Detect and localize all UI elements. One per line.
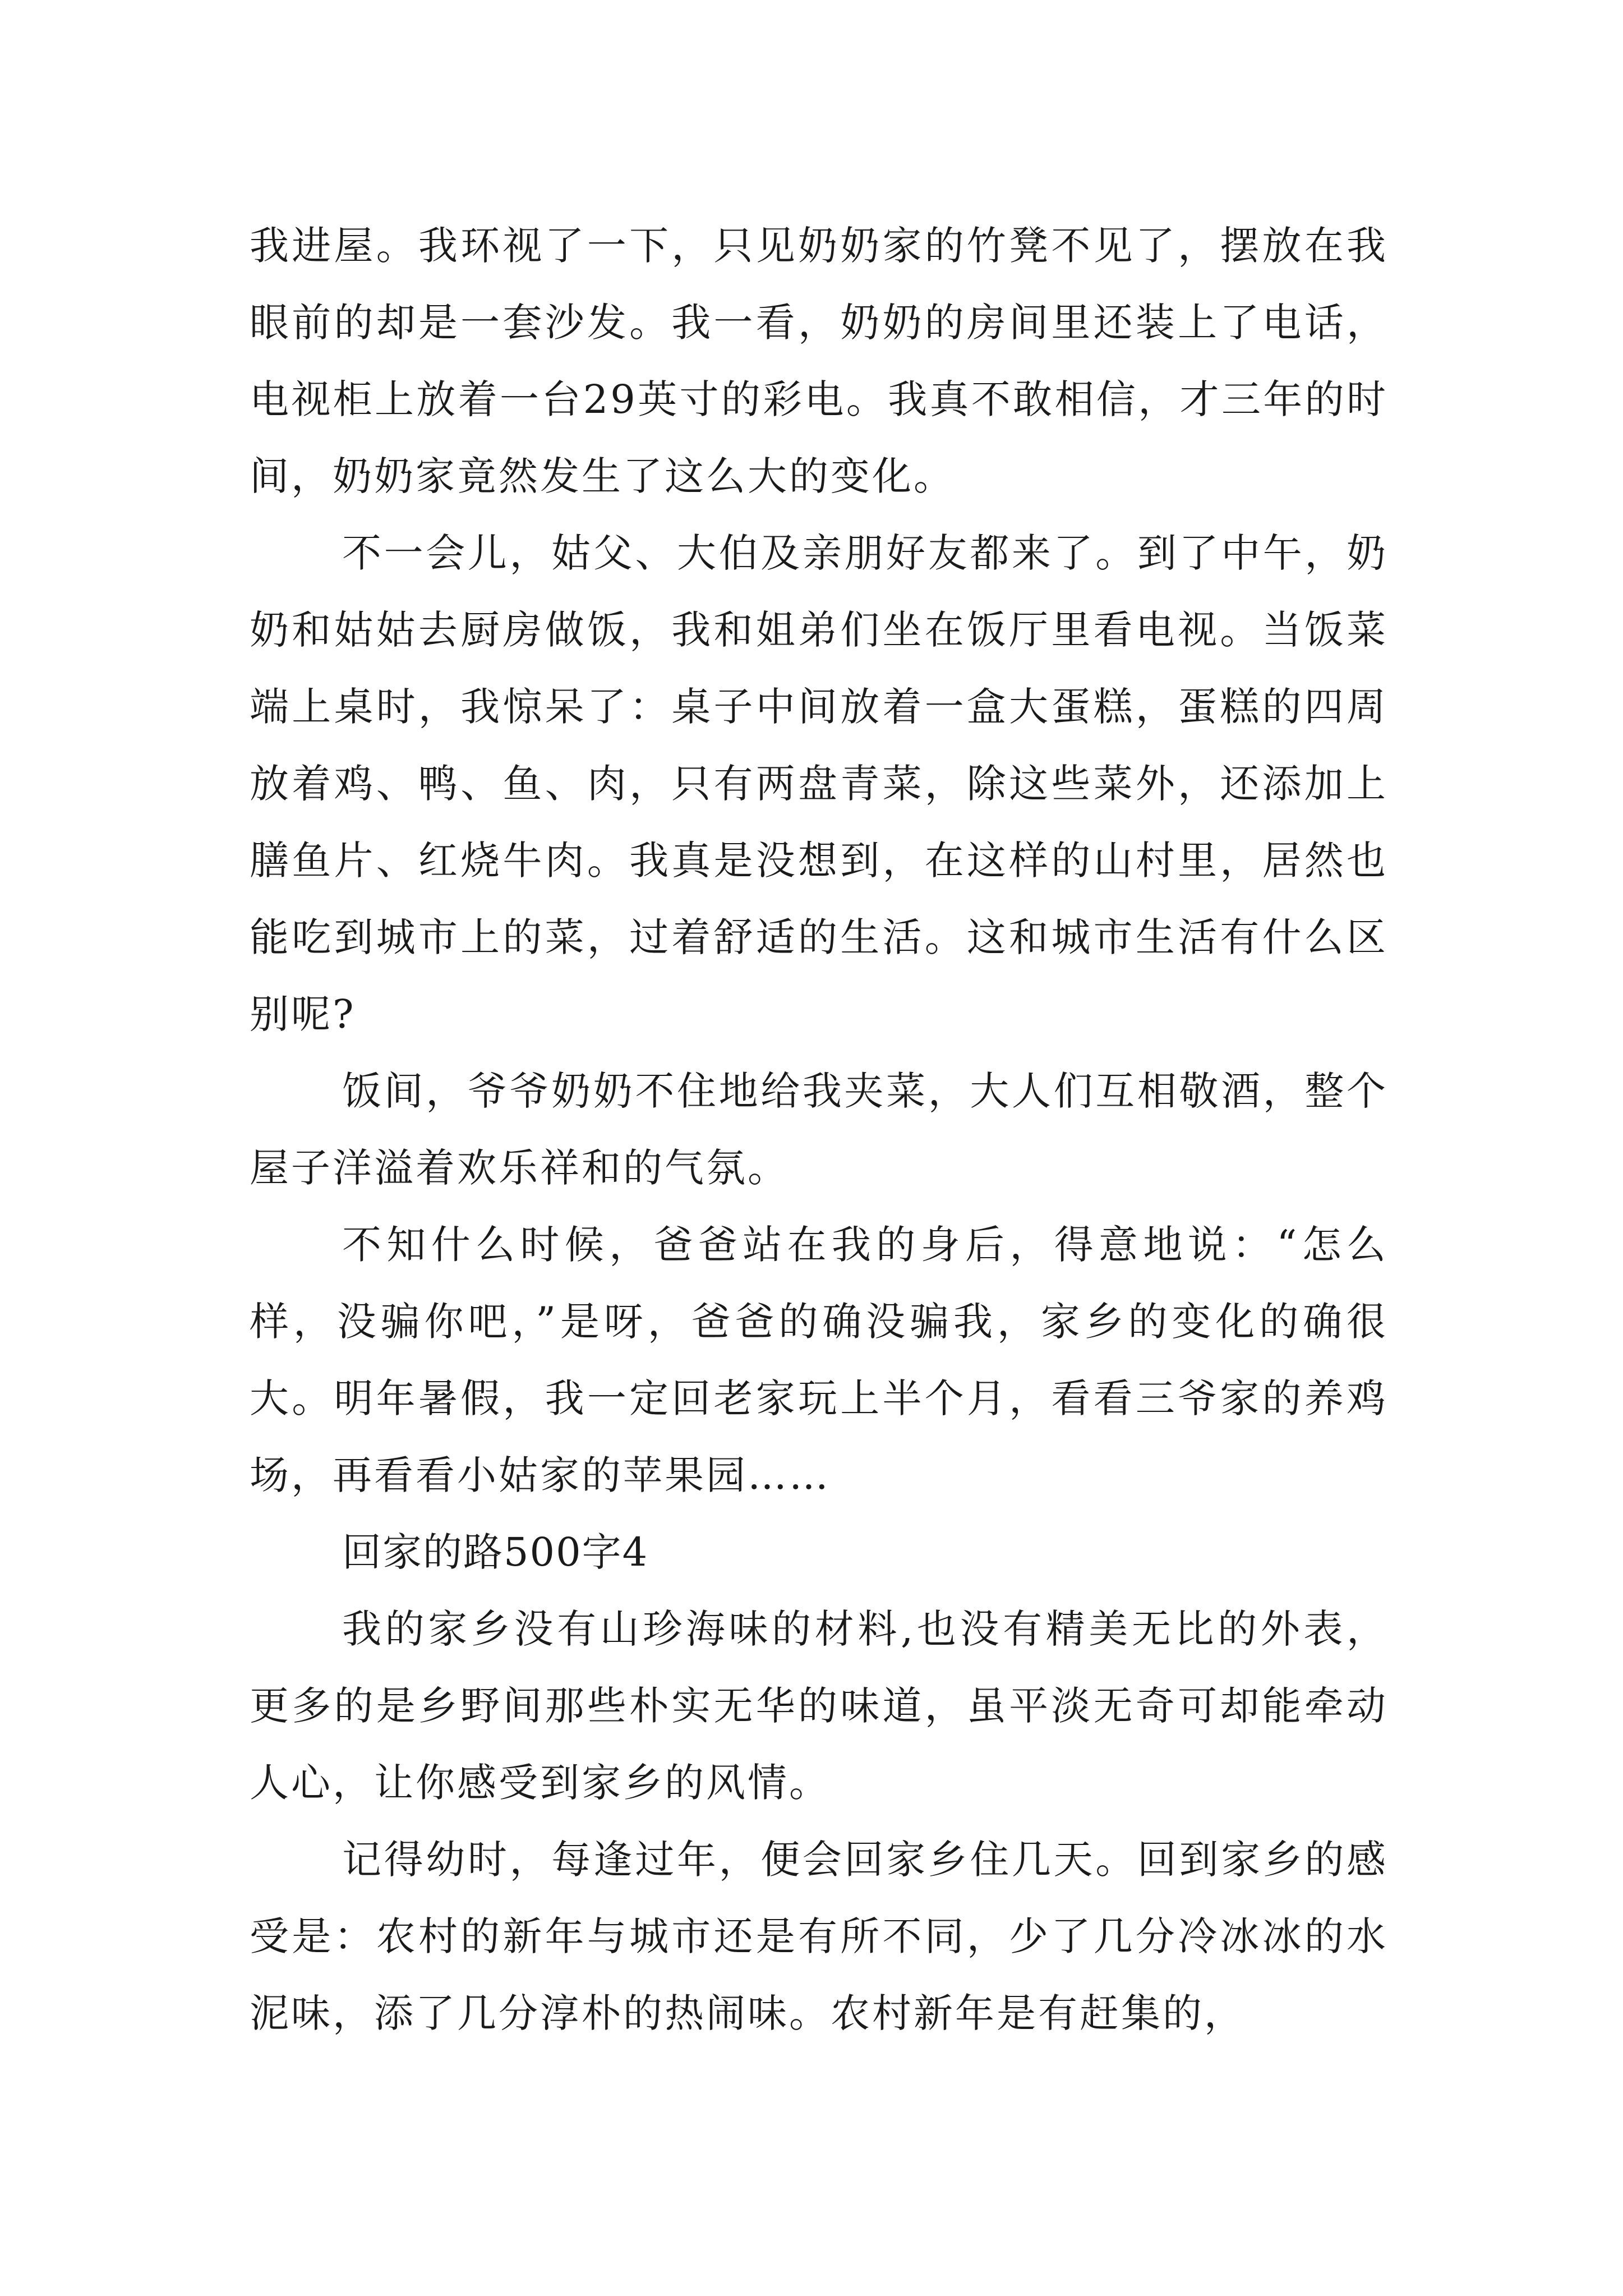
- paragraph: 不知什么时候，爸爸站在我的身后，得意地说：“怎么样，没骗你吧，”是呀，爸爸的确没骗我，家乡的变化的确很大。明年暑假，我一定回老家玩上半个月，看看三爷家的养鸡场，再看看小姑家的苹果园……: [250, 1222, 1388, 1498]
- paragraph: 饭间，爷爷奶奶不住地给我夹菜，大人们互相敬酒，整个屋子洋溢着欢乐祥和的气氛。: [250, 1068, 1388, 1191]
- paragraph: 我的家乡没有山珍海味的材料,也没有精美无比的外表，更多的是乡野间那些朴实无华的味道，虽平淡无奇可却能牵动人心，让你感受到家乡的风情。: [250, 1606, 1388, 1806]
- paragraph: 我进屋。我环视了一下，只见奶奶家的竹凳不见了，摆放在我眼前的却是一套沙发。我一看，奶奶的房间里还装上了电话，电视柜上放着一台29英寸的彩电。我真不敢相信，才三年的时间，奶奶家竟然发生了这么大的变化。: [250, 223, 1388, 499]
- paragraph: 不一会儿，姑父、大伯及亲朋好友都来了。到了中午，奶奶和姑姑去厨房做饭，我和姐弟们坐在饭厅里看电视。当饭菜端上桌时，我惊呆了：桌子中间放着一盒大蛋糕，蛋糕的四周放着鸡、鸭、鱼、肉，只有两盘青菜，除这些菜外，还添加上膳鱼片、红烧牛肉。我真是没想到，在这样的山村里，居然也能吃到城市上的菜，过着舒适的生活。这和城市生活有什么区别呢?: [250, 530, 1388, 1037]
- paragraph: 记得幼时，每逢过年，便会回家乡住几天。回到家乡的感受是：农村的新年与城市还是有所不同，少了几分冷冰冰的水泥味，添了几分淳朴的热闹味。农村新年是有赶集的，: [250, 1837, 1388, 2036]
- section-heading: 回家的路500字4: [342, 1529, 649, 1575]
- document-body: [250, 208, 1388, 2052]
